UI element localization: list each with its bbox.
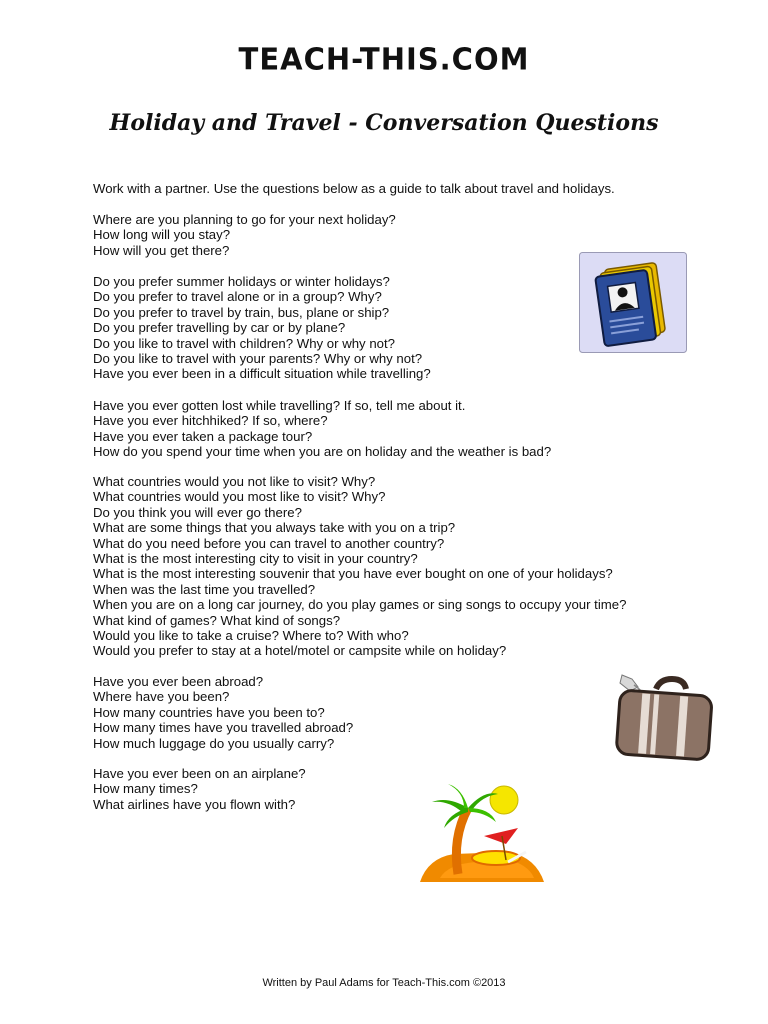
passport-icon (579, 252, 687, 353)
question: How many times have you travelled abroad? (93, 720, 354, 736)
question-group-5 (93, 674, 353, 751)
site-brand: TEACH-THIS.COM (238, 41, 530, 77)
question: What is the most interesting city to visit in your country? (93, 551, 418, 567)
question: When you are on a long car journey, do you play games or sing songs to occupy your time? (93, 597, 627, 613)
question: When was the last time you travelled? (93, 581, 316, 597)
question-group-4 (93, 474, 626, 659)
question: Do you like to travel with your parents? Why or why not? (93, 351, 423, 367)
question: What countries would you most like to visit? Why? (93, 489, 386, 505)
question: Have you ever been abroad? (93, 674, 264, 689)
question-group-1 (93, 212, 396, 258)
question: Have you ever gotten lost while travelling? If so, tell me about it. (93, 398, 466, 413)
question-group-2 (93, 274, 431, 382)
question: Do you think you will ever go there? (93, 504, 302, 520)
question: How many countries have you been to? (93, 704, 325, 720)
question: Where are you planning to go for your next holiday? (93, 212, 396, 227)
question: How long will you stay? (93, 227, 231, 243)
palm-island-icon (418, 778, 546, 886)
question: Have you ever been on an airplane? (93, 766, 306, 781)
question: What countries would you not like to visit? Why? (93, 474, 376, 489)
question: What are some things that you always take with you on a trip? (93, 520, 456, 536)
question: Where have you been? (93, 689, 230, 705)
question: How do you spend your time when you are on holiday and the weather is bad? (93, 444, 552, 460)
question: How will you get there? (93, 242, 230, 258)
question-group-6 (93, 766, 306, 812)
question-group-3 (93, 398, 551, 460)
question: What airlines have you flown with? (93, 796, 296, 812)
page-title: Holiday and Travel - Conversation Questions (109, 110, 659, 136)
question: Have you ever been in a difficult situation while travelling? (93, 366, 431, 382)
question: Have you ever hitchhiked? If so, where? (93, 413, 328, 429)
question: What kind of games? What kind of songs? (93, 612, 341, 628)
footer-credit: Written by Paul Adams for Teach-This.com ©2013 (262, 977, 506, 989)
question: Would you prefer to stay at a hotel/motel or campsite while on holiday? (93, 643, 507, 659)
question: Would you like to take a cruise? Where to? With who? (93, 628, 409, 644)
suitcase-icon (608, 671, 716, 767)
question: What do you need before you can travel to another country? (93, 535, 445, 551)
question: Do you prefer to travel alone or in a group? Why? (93, 289, 382, 305)
instructions: Work with a partner. Use the questions below as a guide to talk about travel and holidays. (93, 181, 615, 196)
question: Have you ever taken a package tour? (93, 428, 313, 444)
question: Do you prefer travelling by car or by plane? (93, 320, 346, 336)
question: How many times? (93, 781, 198, 797)
question: Do you prefer summer holidays or winter holidays? (93, 274, 390, 289)
question: Do you like to travel with children? Why or why not? (93, 335, 395, 351)
question: Do you prefer to travel by train, bus, plane or ship? (93, 304, 390, 320)
question: What is the most interesting souvenir that you have ever bought on one of your holidays? (93, 566, 613, 582)
question: How much luggage do you usually carry? (93, 735, 335, 751)
